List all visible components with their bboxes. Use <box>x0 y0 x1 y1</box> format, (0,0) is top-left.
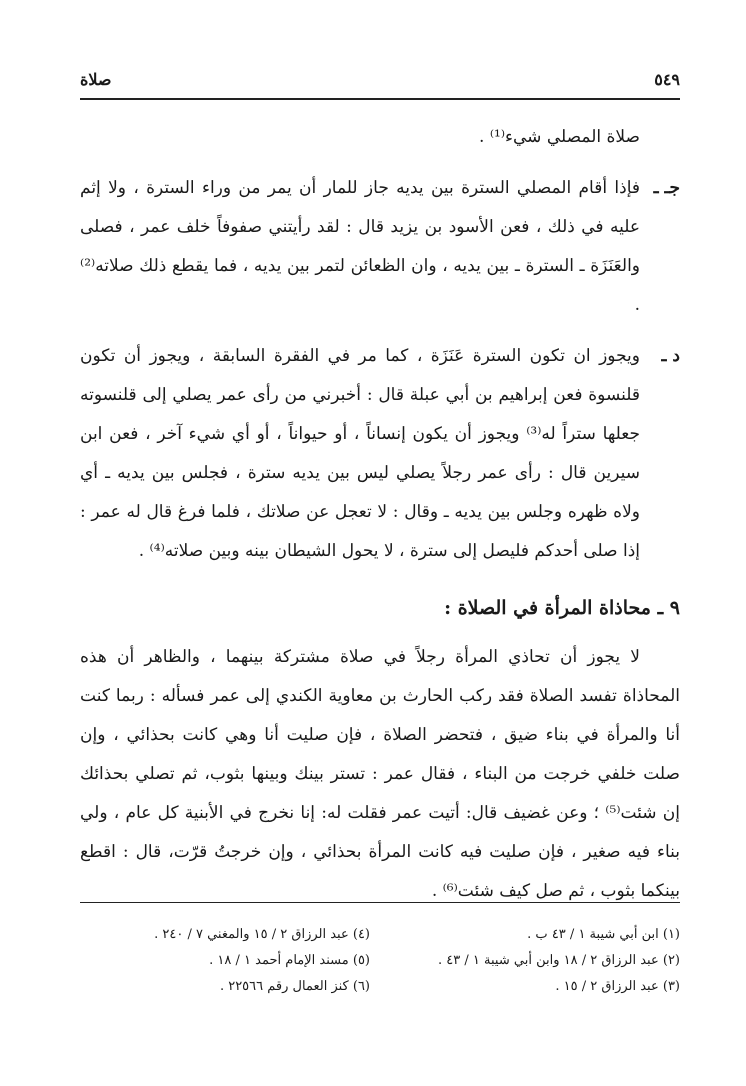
footnote-6: (٦) كنز العمال رقم ٢٢٥٦٦ . <box>219 979 370 994</box>
paragraph-section: لا يجوز أن تحاذي المرأة رجلاً في صلاة مشتركة بينهما ، والظاهر أن هذه المحاذاة تفسد الصلاة فقد ركب الحارث بن معاوية الكندي إلى عمر فسأله : ربما كنت أنا والمرأة في بناء ضيق ، فتحضر الصلاة ، فإن صليت أنا وهي كانت بحذائي ، وإن صلت خلفي خرجت من البناء ، فقال عمر : تستر بينك وبينها بثوب، ثم تصلي بحذائك إن شئت⁽⁵⁾ ؛ وعن غضيف قال: أتيت عمر فقلت له: إنا نخرج في الأبنية كل عام ، ولي بناء فيه صغير ، فإن صليت فيه كانت المرأة بحذائي ، وإن خرجتُ قرّت، قال : اقطع بينكما بثوب ، ثم صل كيف شئت⁽⁶⁾ . <box>80 647 680 901</box>
header-rule <box>80 98 680 100</box>
item-marker: د ـ <box>661 346 680 366</box>
footnote-2: (٢) عبد الرزاق ٢ / ١٨ وابن أبي شيبة ١ / ٤٣ . <box>438 953 680 968</box>
page-number: ٥٤٩ <box>654 70 680 89</box>
list-item-jim <box>80 169 680 325</box>
item-text: فإذا أقام المصلي السترة بين يديه جاز للمار أن يمر من وراء السترة ، ولا إثم عليه في ذلك ، فعن الأسود بن يزيد قال : لقد رأيتني صفوفاً خلف عمر ، فصلى والعَنَزَة ـ السترة ـ بين يديه ، وان الظعائن لتمر بين يديه ، فما يقطع ذلك صلاته⁽²⁾ . <box>80 178 640 315</box>
section-heading: ٩ ـ محاذاة المرأة في الصلاة : <box>444 597 680 619</box>
item-text: ويجوز ان تكون السترة عَنَزَة ، كما مر في الفقرة السابقة ، ويجوز أن تكون قلنسوة فعن إبراهيم بن أبي عبلة قال : أخبرني من رأى عمر يصلي إلى قلنسوته جعلها ستراً له⁽³⁾ ويجوز أن يكون إنساناً ، أو حيواناً ، أو أي شيء آخر ، فعن ابن سيرين قال : رأى عمر رجلاً يصلي ليس بين يديه سترة ، فجلس بين يديه ـ أي ولاه ظهره وجلس بين يديه ـ وقال : لا تعجل عن صلاتك ، فلما فرغ قال له عمر : إذا صلى أحدكم فليصل إلى سترة ، لا يحول الشيطان بينه وبين صلاته⁽⁴⁾ . <box>80 346 640 561</box>
main-text <box>80 118 680 923</box>
footnote-3: (٣) عبد الرزاق ٢ / ١٥ . <box>555 979 680 994</box>
footnote-rule <box>80 902 680 903</box>
footnote-5: (٥) مسند الإمام أحمد ١ / ١٨ . <box>209 953 370 968</box>
running-title: صلاة <box>80 70 112 89</box>
footnotes-column-left <box>80 922 370 1000</box>
paragraph-intro: صلاة المصلي شيء⁽¹⁾ . <box>479 127 640 147</box>
footnote-4: (٤) عبد الرزاق ٢ / ١٥ والمغني ٧ / ٢٤٠ . <box>154 927 370 942</box>
footnote-1: (١) ابن أبي شيبة ١ / ٤٣ ب . <box>527 927 680 942</box>
item-marker: جـ ـ <box>653 178 680 198</box>
footnotes <box>80 922 680 1032</box>
page-header <box>80 70 680 100</box>
footnotes-column-right <box>390 922 680 1000</box>
list-item-dal <box>80 337 680 571</box>
